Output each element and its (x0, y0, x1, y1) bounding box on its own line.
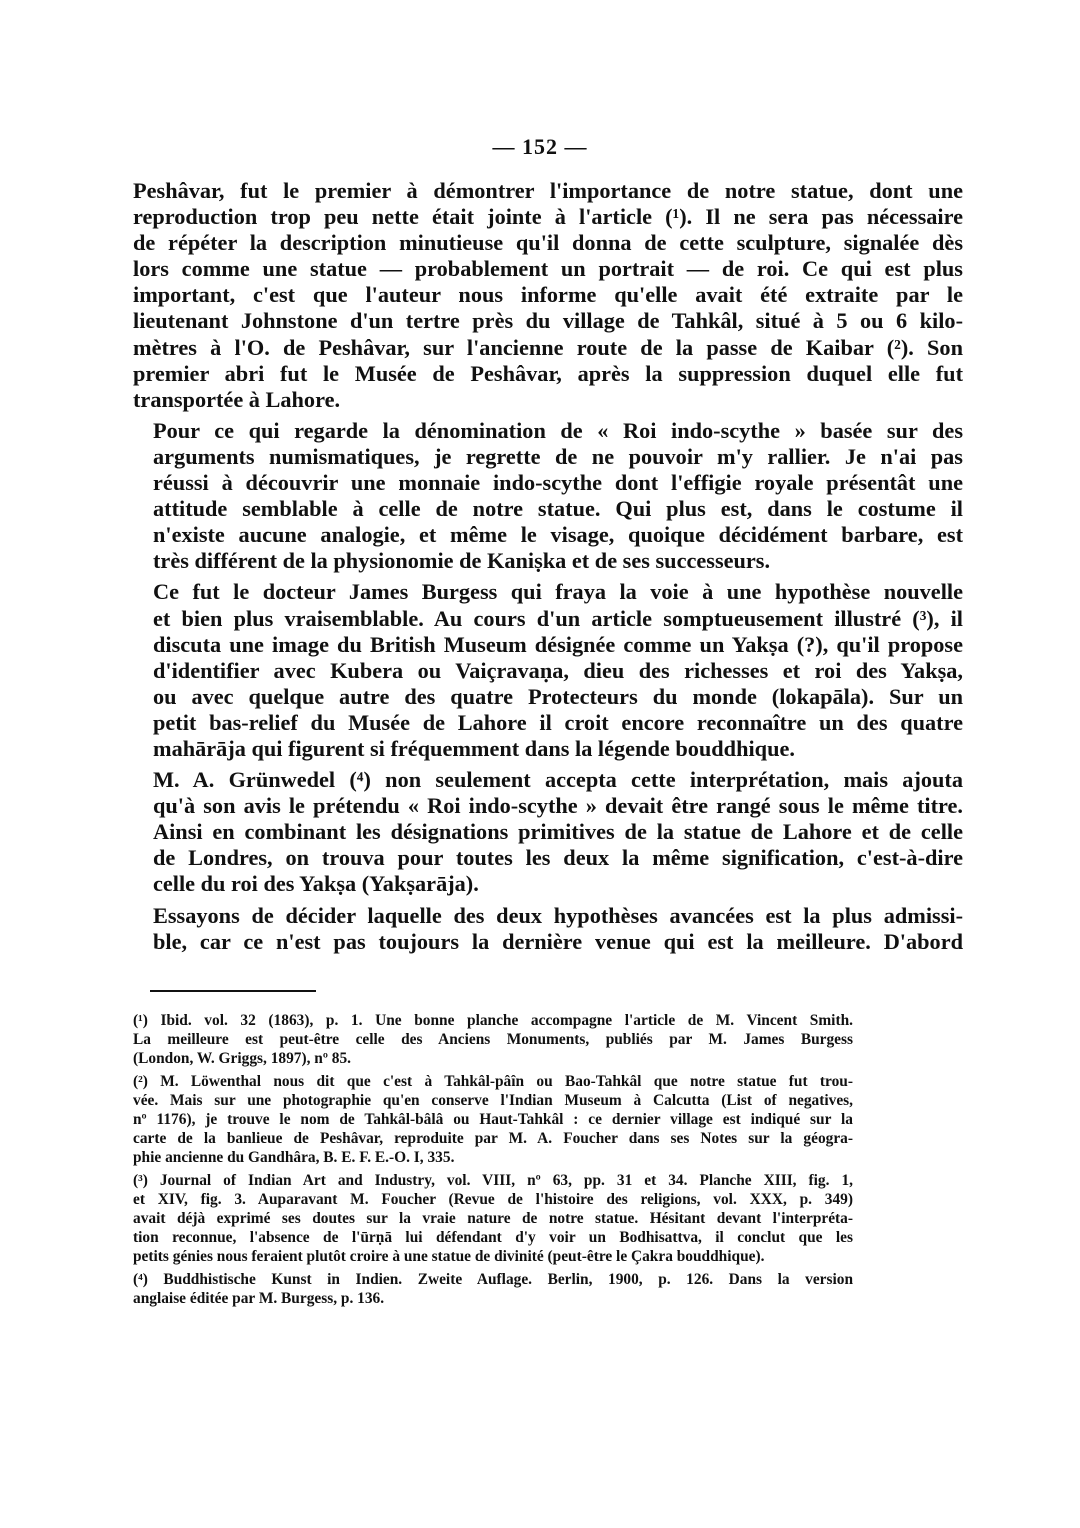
text-line: Ainsi en combinant les désignations primitives de la statue de Lahore et de celle (153, 819, 963, 845)
footnote-line: (²) M. Löwenthal nous dit que c'est à Tahkâl-pâîn ou Bao-Tahkâl que notre statue fut trou- (133, 1072, 853, 1090)
text-line: reproduction trop peu nette était jointe à l'article (¹). Il ne sera pas nécessaire (133, 204, 963, 230)
footnote-line: et XIV, fig. 3. Auparavant M. Foucher (Revue de l'histoire des religions, vol. XXX, p. 349) (133, 1190, 853, 1208)
text-line: attitude semblable à celle de notre statue. Qui plus est, dans le costume il (153, 496, 963, 522)
text-line: Pour ce qui regarde la dénomination de « Roi indo-scythe » basée sur des (153, 417, 963, 443)
text-line: mètres à l'O. de Peshâvar, sur l'ancienne route de la passe de Kaibar (²). Son (133, 334, 963, 360)
footnote-line: La meilleure est peut-être celle des Anciens Monuments, publiés par M. James Burgess (133, 1031, 853, 1049)
footnote-3 (133, 1171, 853, 1267)
text-line: n'existe aucune analogie, et même le visage, quoique décidément barbare, est (153, 522, 963, 548)
text-line: ou avec quelque autre des quatre Protecteurs du monde (lokapāla). Sur un (153, 683, 963, 709)
text-line: Essayons de décider laquelle des deux hypothèses avancées est la plus admissi- (153, 902, 963, 928)
text-line: lors comme une statue — probablement un portrait — de roi. Ce qui est plus (133, 256, 963, 282)
text-line: important, c'est que l'auteur nous informe qu'elle avait été extraite par le (133, 282, 963, 308)
footnote-line: nº 1176), je trouve le nom de Tahkâl-bâlâ ou Haut-Tahkâl : ce dernier village est indiqué sur la (133, 1111, 853, 1129)
footnote-line: carte de la banlieue de Peshâvar, reproduite par M. A. Foucher dans ses Notes sur la géogra- (133, 1130, 853, 1148)
footnote-line: anglaise éditée par M. Burgess, p. 136. (133, 1289, 385, 1307)
footnote-4 (133, 1270, 853, 1308)
text-line: transportée à Lahore. (133, 386, 341, 412)
paragraph-5 (133, 903, 963, 955)
paragraph-3 (133, 579, 963, 762)
text-line: mahārāja qui figurent si fréquemment dans la légende bouddhique. (153, 735, 795, 761)
body-text (133, 178, 963, 960)
page-number: — 152 — (492, 134, 588, 159)
text-line: arguments numismatiques, je regrette de ne pouvoir m'y rallier. Je n'ai pas (153, 443, 963, 469)
text-line: et bien plus vraisemblable. Au cours d'un article somptueusement illustré (³), il (153, 605, 963, 631)
footnote-line: (London, W. Griggs, 1897), nº 85. (133, 1050, 352, 1068)
text-line: Ce fut le docteur James Burgess qui fraya la voie à une hypothèse nouvelle (153, 579, 963, 605)
text-line: lieutenant Johnstone d'un tertre près du village de Tahkâl, situé à 5 ou 6 kilo- (133, 308, 963, 334)
footnote-line: vée. Mais sur une photographie qu'en conserve l'Indian Museum à Calcutta (List of negatives, (133, 1091, 853, 1109)
footnote-line: (⁴) Buddhistische Kunst in Indien. Zweite Auflage. Berlin, 1900, p. 126. Dans la version (133, 1270, 853, 1288)
paragraph-2 (133, 418, 963, 575)
text-line: d'identifier avec Kubera ou Vaiçravaṇa, dieu des richesses et roi des Yakṣa, (153, 657, 963, 683)
text-line: très différent de la physionomie de Kaniṣka et de ses successeurs. (153, 548, 771, 574)
footnote-line: (¹) Ibid. vol. 32 (1863), p. 1. Une bonne planche accompagne l'article de M. Vincent Smith. (133, 1012, 853, 1029)
text-line: M. A. Grünwedel (⁴) non seulement accepta cette interprétation, mais ajouta (153, 767, 963, 793)
footnote-line: phie ancienne du Gandhâra, B. E. F. E.-O. I, 335. (133, 1149, 455, 1167)
text-line: qu'à son avis le prétendu « Roi indo-scythe » devait être rangé sous le même titre. (153, 793, 963, 819)
footnotes (133, 1011, 853, 1311)
footnote-line: avait déjà exprimé ses doutes sur la vraie nature de notre statue. Hésitant devant l'interpréta- (133, 1210, 853, 1228)
text-line: de Londres, on trouva pour toutes les deux la même signification, c'est-à-dire (153, 845, 963, 871)
footnote-1 (133, 1011, 853, 1069)
footnote-line: tion reconnue, l'absence de l'ūrṇā lui défendant d'y voir un Bodhisattva, il conclut que les (133, 1229, 853, 1247)
paragraph-4 (133, 767, 963, 897)
text-line: Peshâvar, fut le premier à démontrer l'importance de notre statue, dont une (133, 178, 963, 203)
footnote-divider (150, 990, 316, 992)
text-line: petit bas-relief du Musée de Lahore il croit encore reconnaître un des quatre (153, 709, 963, 735)
text-line: celle du roi des Yakṣa (Yakṣarāja). (153, 871, 479, 897)
text-line: premier abri fut le Musée de Peshâvar, après la suppression duquel elle fut (133, 360, 963, 386)
footnote-line: (³) Journal of Indian Art and Industry, vol. VIII, nº 63, pp. 31 et 34. Planche XIII, fig. 1, (133, 1171, 853, 1189)
footnote-2 (133, 1072, 853, 1168)
footnote-line: petits génies nous feraient plutôt croire à une statue de divinité (peut-être le Çakra bouddhique). (133, 1248, 765, 1266)
text-line: discuta une image du British Museum désignée comme un Yakṣa (?), qu'il propose (153, 631, 963, 657)
text-line: de répéter la description minutieuse qu'il donna de cette sculpture, signalée dès (133, 230, 963, 256)
paragraph-1 (133, 178, 963, 413)
text-line: réussi à découvrir une monnaie indo-scythe dont l'effigie royale présentât une (153, 470, 963, 496)
text-line: ble, car ce n'est pas toujours la dernière venue qui est la meilleure. D'abord (153, 928, 963, 954)
